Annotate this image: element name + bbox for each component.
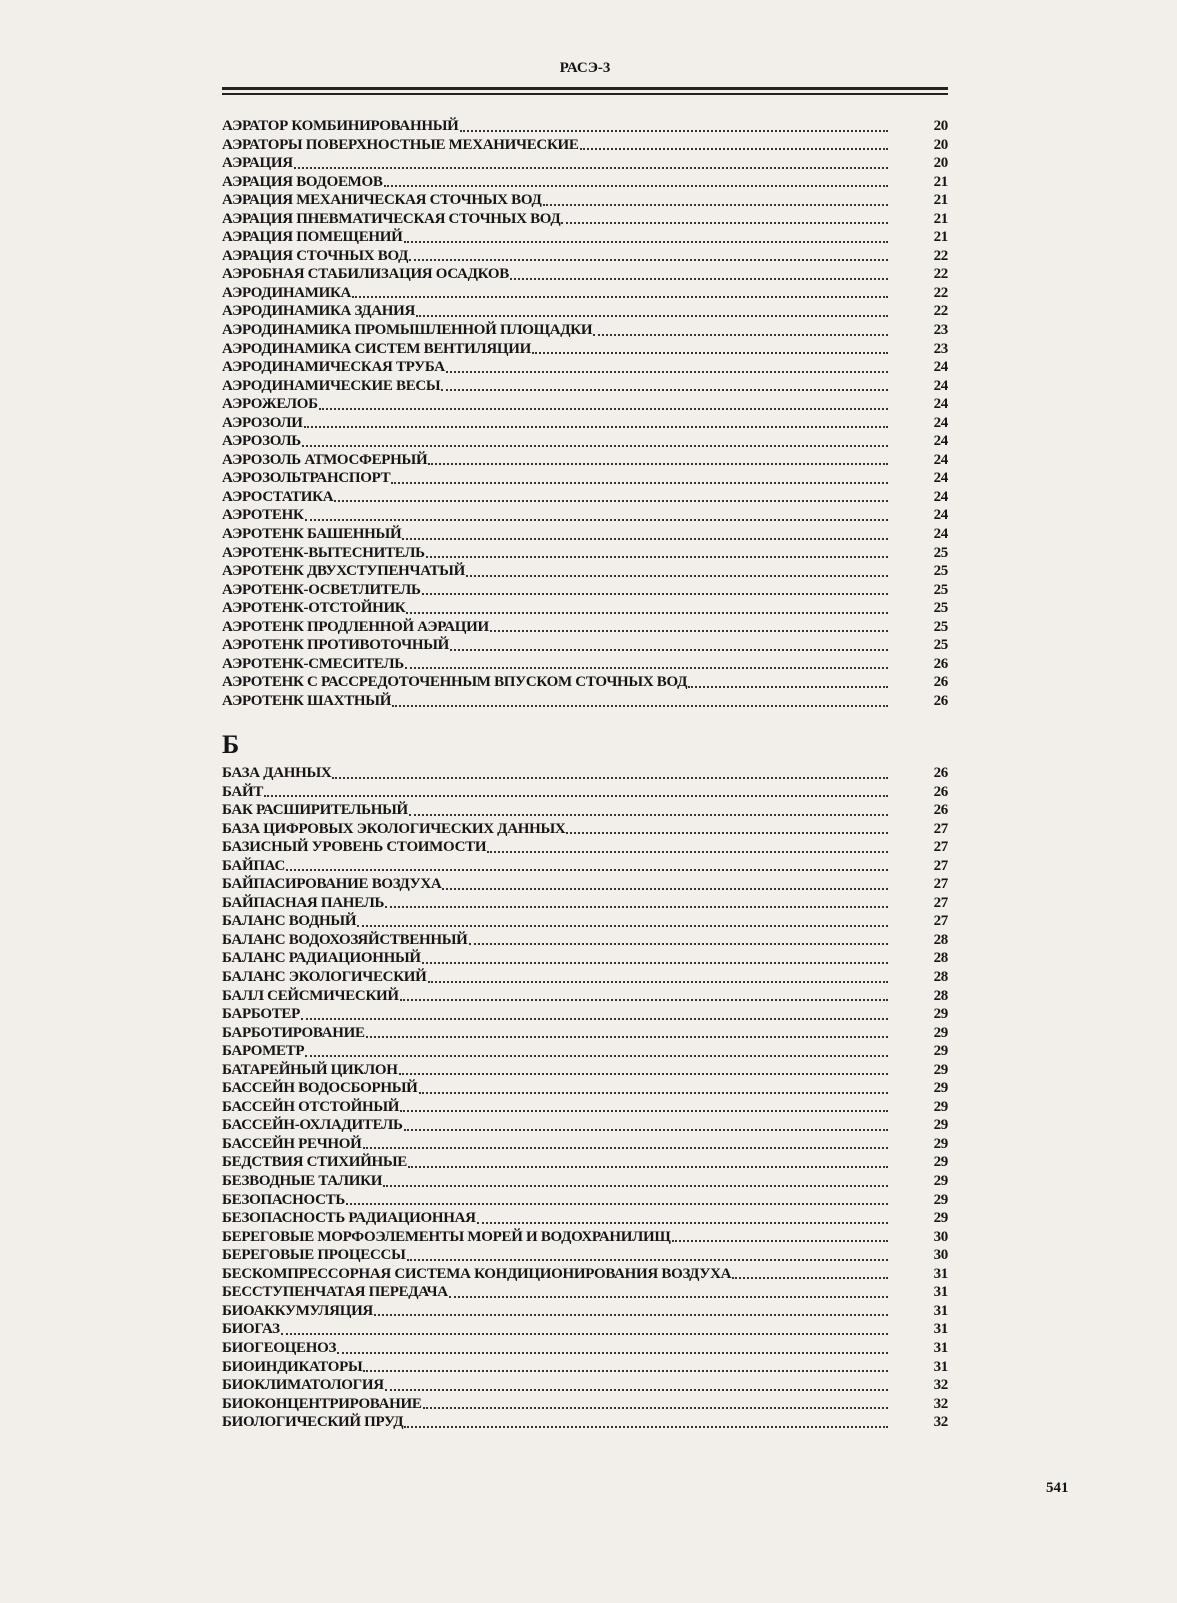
index-entry <box>222 396 948 415</box>
dot-leader <box>305 519 888 521</box>
index-page-ref: 30 <box>933 1247 948 1264</box>
index-entry <box>222 248 948 267</box>
index-page-ref: 28 <box>933 987 948 1004</box>
index-entry <box>222 765 948 784</box>
index-page-ref: 25 <box>933 581 948 598</box>
dot-leader <box>406 612 888 614</box>
index-entry <box>222 858 948 877</box>
index-page-ref: 29 <box>933 1024 948 1041</box>
dot-leader <box>423 1407 888 1409</box>
index-term: БАЙПАСНАЯ ПАНЕЛЬ <box>222 894 385 911</box>
dot-leader <box>469 943 888 945</box>
index-term: БАК РАСШИРИТЕЛЬНЫЙ <box>222 802 408 819</box>
index-term: АЭРОТЕНК ШАХТНЫЙ <box>222 692 392 709</box>
index-page-ref: 32 <box>933 1414 948 1431</box>
index-page-ref: 29 <box>933 1098 948 1115</box>
index-term: БЕЗОПАСНОСТЬ <box>222 1191 345 1208</box>
index-entry <box>222 1025 948 1044</box>
index-page-ref: 29 <box>933 1117 948 1134</box>
index-term: АЭРАТОРЫ ПОВЕРХНОСТНЫЕ МЕХАНИЧЕСКИЕ <box>222 136 579 153</box>
index-term: БЕССТУПЕНЧАТАЯ ПЕРЕДАЧА <box>222 1284 448 1301</box>
index-page-ref: 29 <box>933 1135 948 1152</box>
index-page-ref: 24 <box>933 470 948 487</box>
dot-leader <box>419 1092 889 1094</box>
index-entry <box>222 969 948 988</box>
index-entry <box>222 303 948 322</box>
index-page-ref: 27 <box>933 894 948 911</box>
index-term: БЕРЕГОВЫЕ МОРФОЭЛЕМЕНТЫ МОРЕЙ И ВОДОХРАНИЛИЩ <box>222 1228 671 1245</box>
index-entry <box>222 932 948 951</box>
index-page-ref: 31 <box>933 1358 948 1375</box>
dot-leader <box>363 1147 888 1149</box>
index-entry <box>222 174 948 193</box>
index-entry <box>222 950 948 969</box>
index-term: БАЛАНС ЭКОЛОГИЧЕСКИЙ <box>222 969 427 986</box>
index-section-b <box>222 765 948 1433</box>
index-term: АЭРОТЕНК-ОТСТОЙНИК <box>222 600 406 617</box>
index-entry <box>222 322 948 341</box>
index-page-ref: 24 <box>933 414 948 431</box>
index-entry <box>222 693 948 712</box>
index-term: БЕСКОМПРЕССОРНАЯ СИСТЕМА КОНДИЦИОНИРОВАНИЯ ВОЗДУХА <box>222 1265 732 1282</box>
index-page-ref: 29 <box>933 1173 948 1190</box>
index-term: БАЗА ДАННЫХ <box>222 765 332 781</box>
dot-leader <box>384 185 888 187</box>
dot-leader <box>404 1426 888 1428</box>
index-page-ref: 29 <box>933 1006 948 1023</box>
index-term: АЭРАЦИЯ ПОМЕЩЕНИЙ <box>222 229 403 246</box>
index-page-ref: 27 <box>933 857 948 874</box>
index-term: БИОГЕОЦЕНОЗ <box>222 1339 337 1356</box>
index-entry <box>222 415 948 434</box>
index-page-ref: 24 <box>933 507 948 524</box>
index-page-ref: 21 <box>933 192 948 209</box>
dot-leader <box>319 408 888 410</box>
index-page-ref: 28 <box>933 931 948 948</box>
dot-leader <box>487 851 888 853</box>
index-entry <box>222 1062 948 1081</box>
index-entry <box>222 266 948 285</box>
index-entry <box>222 545 948 564</box>
dot-leader <box>404 1129 888 1131</box>
index-page-ref: 26 <box>933 802 948 819</box>
index-entry <box>222 1396 948 1415</box>
dot-leader <box>346 1203 888 1205</box>
dot-leader <box>580 148 888 150</box>
index-term: АЭРОДИНАМИКА ЗДАНИЯ <box>222 303 416 320</box>
index-entry <box>222 192 948 211</box>
index-page-ref: 31 <box>933 1339 948 1356</box>
index-page-ref: 29 <box>933 1061 948 1078</box>
index-page-ref: 29 <box>933 1154 948 1171</box>
index-term: БАЙПАС <box>222 857 286 874</box>
index-entry <box>222 1340 948 1359</box>
dot-leader <box>392 705 888 707</box>
index-page-ref: 26 <box>933 674 948 691</box>
dot-leader <box>405 667 888 669</box>
dot-leader <box>422 593 888 595</box>
index-page-ref: 26 <box>933 655 948 672</box>
index-entry <box>222 1247 948 1266</box>
index-entry <box>222 1284 948 1303</box>
dot-leader <box>404 241 888 243</box>
index-term: БАЙТ <box>222 783 264 800</box>
index-entry <box>222 1080 948 1099</box>
index-page-ref: 26 <box>933 765 948 781</box>
index-page-ref: 20 <box>933 118 948 134</box>
index-term: БАТАРЕЙНЫЙ ЦИКЛОН <box>222 1061 398 1078</box>
index-page-ref: 25 <box>933 618 948 635</box>
dot-leader <box>450 649 888 651</box>
index-entry <box>222 1303 948 1322</box>
index-term: БИОЛОГИЧЕСКИЙ ПРУД <box>222 1414 404 1431</box>
index-page-ref: 25 <box>933 563 948 580</box>
index-entry <box>222 1321 948 1340</box>
dot-leader <box>441 389 888 391</box>
dot-leader <box>400 1110 888 1112</box>
index-page-ref: 27 <box>933 876 948 893</box>
index-entry <box>222 784 948 803</box>
index-term: АЭРОЖЕЛОБ <box>222 396 318 413</box>
dot-leader <box>672 1240 888 1242</box>
index-term: АЭРОЗОЛЬ <box>222 433 301 450</box>
dot-leader <box>446 371 888 373</box>
index-term: БАРОМЕТР <box>222 1043 305 1060</box>
index-entry <box>222 988 948 1007</box>
dot-leader <box>688 686 888 688</box>
index-entry <box>222 341 948 360</box>
index-entry <box>222 802 948 821</box>
index-entry <box>222 913 948 932</box>
index-term: БАССЕЙН-ОХЛАДИТЕЛЬ <box>222 1117 403 1134</box>
index-page-ref: 24 <box>933 526 948 543</box>
dot-leader <box>281 1333 888 1335</box>
dot-leader <box>357 925 888 927</box>
index-term: БАЛАНС ВОДНЫЙ <box>222 913 357 930</box>
index-entry <box>222 1099 948 1118</box>
index-entry <box>222 600 948 619</box>
index-term: БИОИНДИКАТОРЫ <box>222 1358 363 1375</box>
index-term: АЭРОДИНАМИКА <box>222 284 352 301</box>
index-page-ref: 29 <box>933 1043 948 1060</box>
dot-leader <box>302 445 888 447</box>
index-page-ref: 32 <box>933 1395 948 1412</box>
dot-leader <box>374 1314 888 1316</box>
dot-leader <box>532 352 888 354</box>
dot-leader <box>416 315 888 317</box>
index-entry <box>222 452 948 471</box>
index-entry <box>222 229 948 248</box>
dot-leader <box>399 1073 888 1075</box>
index-term: АЭРОТЕНК ПРОТИВОТОЧНЫЙ <box>222 637 450 654</box>
index-page-ref: 24 <box>933 488 948 505</box>
index-term: БАЛАНС РАДИАЦИОННЫЙ <box>222 950 421 967</box>
index-page-ref: 28 <box>933 950 948 967</box>
index-entry <box>222 155 948 174</box>
dot-leader <box>593 334 888 336</box>
dot-leader <box>442 888 888 890</box>
dot-leader <box>422 962 888 964</box>
index-entry <box>222 1192 948 1211</box>
dot-leader <box>428 463 888 465</box>
index-entry <box>222 1359 948 1378</box>
index-page-ref: 20 <box>933 155 948 172</box>
dot-leader <box>391 482 888 484</box>
running-header: РАСЭ-3 <box>559 60 611 76</box>
index-entry <box>222 118 948 137</box>
index-page-ref: 31 <box>933 1321 948 1338</box>
index-term: АЭРАЦИЯ МЕХАНИЧЕСКАЯ СТОЧНЫХ ВОД <box>222 192 542 209</box>
dot-leader <box>352 296 888 298</box>
index-term: АЭРОЗОЛЬТРАНСПОРТ <box>222 470 391 487</box>
index-entry <box>222 619 948 638</box>
dot-leader <box>366 1036 888 1038</box>
dot-leader <box>301 1018 888 1020</box>
index-entry <box>222 895 948 914</box>
index-term: АЭРОБНАЯ СТАБИЛИЗАЦИЯ ОСАДКОВ <box>222 266 509 283</box>
dot-leader <box>449 1296 888 1298</box>
index-page-ref: 25 <box>933 544 948 561</box>
dot-leader <box>402 538 888 540</box>
index-entry <box>222 211 948 230</box>
dot-leader <box>363 1370 888 1372</box>
dot-leader <box>294 167 888 169</box>
dot-leader <box>385 1389 888 1391</box>
index-entry <box>222 470 948 489</box>
index-page-ref: 25 <box>933 600 948 617</box>
index-term: АЭРОТЕНК С РАССРЕДОТОЧЕННЫМ ВПУСКОМ СТОЧНЫХ ВОД <box>222 674 688 691</box>
index-page-ref: 31 <box>933 1284 948 1301</box>
index-term: АЭРОТЕНК ДВУХСТУПЕНЧАТЫЙ <box>222 563 465 580</box>
dot-leader <box>304 426 888 428</box>
index-term: БАЗА ЦИФРОВЫХ ЭКОЛОГИЧЕСКИХ ДАННЫХ <box>222 820 566 837</box>
index-entry <box>222 1136 948 1155</box>
dot-leader <box>477 1222 888 1224</box>
index-term: АЭРАЦИЯ ПНЕВМАТИЧЕСКАЯ СТОЧНЫХ ВОД <box>222 210 561 227</box>
dot-leader <box>543 204 889 206</box>
dot-leader <box>732 1277 888 1279</box>
index-term: АЭРОТЕНК БАШЕННЫЙ <box>222 526 402 543</box>
index-term: АЭРОСТАТИКА <box>222 488 334 505</box>
dot-leader <box>383 1185 888 1187</box>
index-page-ref: 21 <box>933 229 948 246</box>
index-page-ref: 24 <box>933 359 948 376</box>
index-entry <box>222 1154 948 1173</box>
section-heading-b: Б <box>222 730 240 759</box>
index-page-ref: 29 <box>933 1191 948 1208</box>
dot-leader <box>561 222 888 224</box>
index-page-ref: 26 <box>933 783 948 800</box>
index-term: АЭРАЦИЯ <box>222 155 293 172</box>
index-term: БЕЗВОДНЫЕ ТАЛИКИ <box>222 1173 383 1190</box>
index-term: АЭРОЗОЛИ <box>222 414 303 431</box>
index-term: БАССЕЙН ВОДОСБОРНЫЙ <box>222 1080 418 1097</box>
index-entry <box>222 582 948 601</box>
index-entry <box>222 1006 948 1025</box>
index-page-ref: 30 <box>933 1228 948 1245</box>
dot-leader <box>566 832 888 834</box>
index-page-ref: 28 <box>933 969 948 986</box>
index-term: АЭРОТЕНК-ВЫТЕСНИТЕЛЬ <box>222 544 425 561</box>
index-page-ref: 21 <box>933 210 948 227</box>
index-entry <box>222 1377 948 1396</box>
index-entry <box>222 489 948 508</box>
index-entry <box>222 1266 948 1285</box>
index-entry <box>222 876 948 895</box>
index-term: БАРБОТЕР <box>222 1006 300 1023</box>
dot-leader <box>466 575 888 577</box>
index-entry <box>222 656 948 675</box>
index-entry <box>222 359 948 378</box>
dot-leader <box>409 814 888 816</box>
index-term: БАССЕЙН ОТСТОЙНЫЙ <box>222 1098 400 1115</box>
index-term: АЭРОЗОЛЬ АТМОСФЕРНЫЙ <box>222 451 428 468</box>
index-page-ref: 31 <box>933 1265 948 1282</box>
index-page-ref: 22 <box>933 303 948 320</box>
index-term: БАЛАНС ВОДОХОЗЯЙСТВЕННЫЙ <box>222 931 468 948</box>
index-entry <box>222 1229 948 1248</box>
index-term: БЕЗОПАСНОСТЬ РАДИАЦИОННАЯ <box>222 1210 476 1227</box>
index-term: АЭРОДИНАМИЧЕСКИЕ ВЕСЫ <box>222 377 441 394</box>
index-page-ref: 23 <box>933 322 948 339</box>
index-term: БАЗИСНЫЙ УРОВЕНЬ СТОИМОСТИ <box>222 839 487 856</box>
page-number: 541 <box>1046 1480 1069 1496</box>
index-term: БИОКОНЦЕНТРИРОВАНИЕ <box>222 1395 422 1412</box>
index-page-ref: 29 <box>933 1080 948 1097</box>
dot-leader <box>428 981 888 983</box>
index-entry <box>222 285 948 304</box>
header-double-rule <box>222 87 948 95</box>
index-term: БИОГАЗ <box>222 1321 280 1338</box>
index-term: АЭРОТЕНК <box>222 507 304 524</box>
index-entry <box>222 507 948 526</box>
dot-leader <box>409 259 888 261</box>
index-page-ref: 24 <box>933 396 948 413</box>
index-term: АЭРОДИНАМИКА ПРОМЫШЛЕННОЙ ПЛОЩАДКИ <box>222 322 593 339</box>
index-entry <box>222 1210 948 1229</box>
index-entry <box>222 1414 948 1433</box>
dot-leader <box>334 500 888 502</box>
index-entry <box>222 839 948 858</box>
index-page-ref: 20 <box>933 136 948 153</box>
index-page-ref: 31 <box>933 1302 948 1319</box>
index-page-ref: 27 <box>933 913 948 930</box>
index-page-ref: 22 <box>933 247 948 264</box>
dot-leader <box>426 556 888 558</box>
index-section-a <box>222 118 948 712</box>
index-term: БАЙПАСИРОВАНИЕ ВОЗДУХА <box>222 876 442 893</box>
index-entry <box>222 821 948 840</box>
dot-leader <box>264 795 888 797</box>
index-term: БЕРЕГОВЫЕ ПРОЦЕССЫ <box>222 1247 406 1264</box>
index-term: АЭРОДИНАМИКА СИСТЕМ ВЕНТИЛЯЦИИ <box>222 340 532 357</box>
index-page-ref: 21 <box>933 173 948 190</box>
index-term: БАРБОТИРОВАНИЕ <box>222 1024 365 1041</box>
dot-leader <box>460 130 889 132</box>
index-page-ref: 32 <box>933 1377 948 1394</box>
index-page-ref: 24 <box>933 377 948 394</box>
index-page-ref: 27 <box>933 820 948 837</box>
dot-leader <box>337 1352 888 1354</box>
index-page-ref: 24 <box>933 451 948 468</box>
index-term: БАССЕЙН РЕЧНОЙ <box>222 1135 362 1152</box>
index-page-ref: 22 <box>933 284 948 301</box>
index-term: АЭРОТЕНК-СМЕСИТЕЛЬ <box>222 655 404 672</box>
index-page-ref: 26 <box>933 692 948 709</box>
dot-leader <box>490 630 888 632</box>
dot-leader <box>400 999 888 1001</box>
dot-leader <box>332 777 888 779</box>
index-entry <box>222 433 948 452</box>
index-entry <box>222 563 948 582</box>
index-term: АЭРОТЕНК ПРОДЛЕННОЙ АЭРАЦИИ <box>222 618 489 635</box>
dot-leader <box>407 1259 889 1261</box>
index-page-ref: 23 <box>933 340 948 357</box>
index-term: БАЛЛ СЕЙСМИЧЕСКИЙ <box>222 987 399 1004</box>
index-term: АЭРОТЕНК-ОСВЕТЛИТЕЛЬ <box>222 581 421 598</box>
index-term: АЭРОДИНАМИЧЕСКАЯ ТРУБА <box>222 359 445 376</box>
index-term: АЭРАЦИЯ ВОДОЕМОВ <box>222 173 383 190</box>
index-term: БИОАККУМУЛЯЦИЯ <box>222 1302 373 1319</box>
index-entry <box>222 378 948 397</box>
index-term: АЭРАЦИЯ СТОЧНЫХ ВОД <box>222 247 409 264</box>
index-entry <box>222 637 948 656</box>
index-page-ref: 25 <box>933 637 948 654</box>
index-entry <box>222 674 948 693</box>
index-page-ref: 24 <box>933 433 948 450</box>
index-entry <box>222 526 948 545</box>
index-entry <box>222 1173 948 1192</box>
index-page-ref: 27 <box>933 839 948 856</box>
index-entry <box>222 1043 948 1062</box>
dot-leader <box>385 906 888 908</box>
index-page-ref: 29 <box>933 1210 948 1227</box>
index-entry <box>222 1117 948 1136</box>
index-term: БИОКЛИМАТОЛОГИЯ <box>222 1377 384 1394</box>
index-term: БЕДСТВИЯ СТИХИЙНЫЕ <box>222 1154 408 1171</box>
dot-leader <box>510 278 888 280</box>
dot-leader <box>305 1055 888 1057</box>
dot-leader <box>408 1166 888 1168</box>
index-entry <box>222 137 948 156</box>
index-page-ref: 22 <box>933 266 948 283</box>
index-term: АЭРАТОР КОМБИНИРОВАННЫЙ <box>222 118 459 134</box>
dot-leader <box>286 869 888 871</box>
